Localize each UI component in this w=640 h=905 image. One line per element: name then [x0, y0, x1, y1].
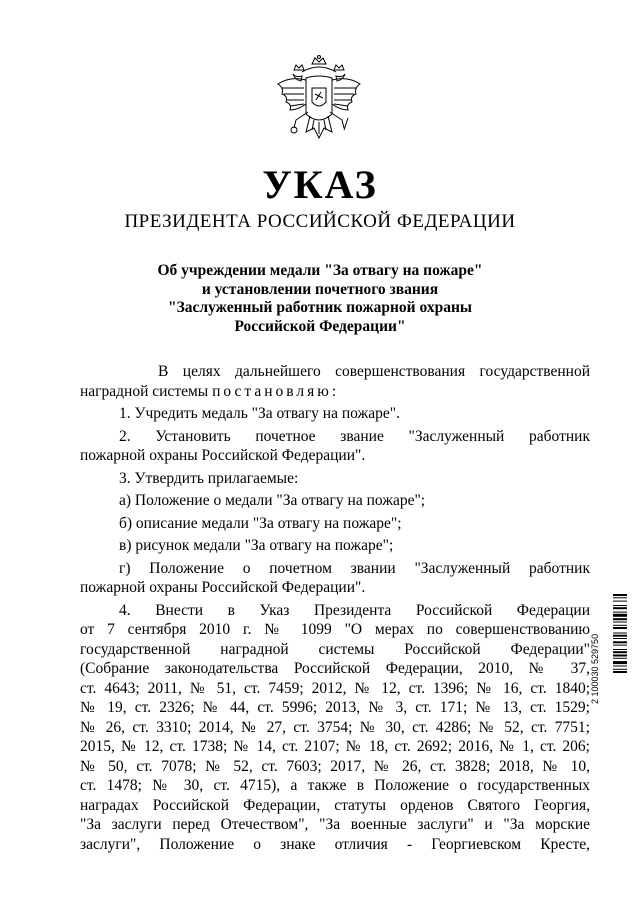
paragraph-1 — [80, 404, 590, 424]
body-line: 2015, № 12, ст. 1738; № 14, ст. 2107; № 18, ст. 2692; 2016, № 1, ст. 206; — [80, 738, 590, 755]
body-line: в) рисунок медали "За отвагу на пожаре"; — [119, 537, 394, 554]
heading-line: "Заслуженный работник пожарной охраны — [168, 299, 472, 316]
document-subtitle: ПРЕЗИДЕНТА РОССИЙСКОЙ ФЕДЕРАЦИИ — [124, 211, 516, 232]
paragraph-3 — [80, 469, 590, 489]
body-line: ст. 4643; 2011, № 51, ст. 7459; 2012, № 12, ст. 1396; № 16, ст. 1840; — [80, 679, 590, 697]
heading-line: и установлении почетного звания — [201, 280, 439, 298]
body-line: а) Положение о медали "За отвагу на пожаре"; — [119, 492, 426, 509]
body-line: пожарной охраны Российской Федерации". — [80, 579, 366, 596]
body-line: 3. Утвердить прилагаемые: — [119, 469, 299, 487]
decree-heading — [100, 262, 540, 336]
body-line: В целях дальнейшего совершенствования государственной — [158, 363, 590, 380]
body-line: заслуги", Положение о знаке отличия - Георгиевском Кресте, — [80, 835, 590, 853]
body-text: наградной системы — [80, 382, 213, 400]
body-line: (Собрание законодательства Российской Федерации, 2010, № 37, — [80, 660, 590, 677]
intro-paragraph — [80, 362, 590, 401]
paragraph-4 — [80, 601, 590, 855]
heading-line: Российской Федерации" — [234, 317, 406, 335]
body-text-spaced: постановляю — [212, 382, 332, 400]
body-line: наградах Российской Федерации, статуты орденов Святого Георгия, — [80, 796, 590, 814]
body-line — [80, 382, 590, 402]
body-line: "За заслуги перед Отечеством", "За военные заслуги" и "За морские — [80, 816, 590, 833]
heading-line: Об учреждении медали "За отвагу на пожаре" — [157, 262, 483, 279]
body-line: б) описание медали "За отвагу на пожаре"; — [119, 514, 402, 532]
barcode-number: 2 100030 529750 — [590, 633, 600, 704]
paragraph-3b — [80, 514, 590, 534]
paragraph-3a — [80, 491, 590, 511]
body-line: г) Положение о почетном звании "Заслуженный работник — [119, 559, 590, 577]
body-line: государственной наградной системы Российской Федерации" — [80, 640, 590, 658]
body-line: № 19, ст. 2326; № 44, ст. 5996; 2013, № 3, ст. 171; № 13, ст. 1529; — [80, 699, 590, 716]
document-title: УКАЗ — [262, 162, 378, 207]
body-line: 1. Учредить медаль "За отвагу на пожаре". — [119, 405, 400, 422]
body-line: пожарной охраны Российской Федерации". — [80, 447, 366, 464]
body-line: 2. Установить почетное звание "Заслуженный работник — [119, 427, 590, 445]
body-line: 4. Внести в Указ Президента Российской Федерации — [119, 601, 590, 619]
decree-body — [80, 362, 590, 857]
barcode-icon — [601, 594, 627, 704]
body-line: № 26, ст. 3310; 2014, № 27, ст. 3754; № 30, ст. 4286; № 52, ст. 7751; — [80, 718, 590, 736]
body-line: ст. 1478; № 30, ст. 4715), а также в Положение о государственных — [80, 777, 590, 794]
body-line: № 50, ст. 7078; № 52, ст. 7603; 2017, № 26, ст. 3828; 2018, № 10, — [80, 757, 590, 775]
russian-coat-of-arms-icon — [272, 54, 366, 154]
body-text: : — [331, 382, 337, 400]
body-line: от 7 сентября 2010 г. № 1099 "О мерах по совершенствованию — [80, 621, 590, 638]
paragraph-3d — [80, 559, 590, 598]
paragraph-2 — [80, 427, 590, 466]
paragraph-3c — [80, 536, 590, 556]
